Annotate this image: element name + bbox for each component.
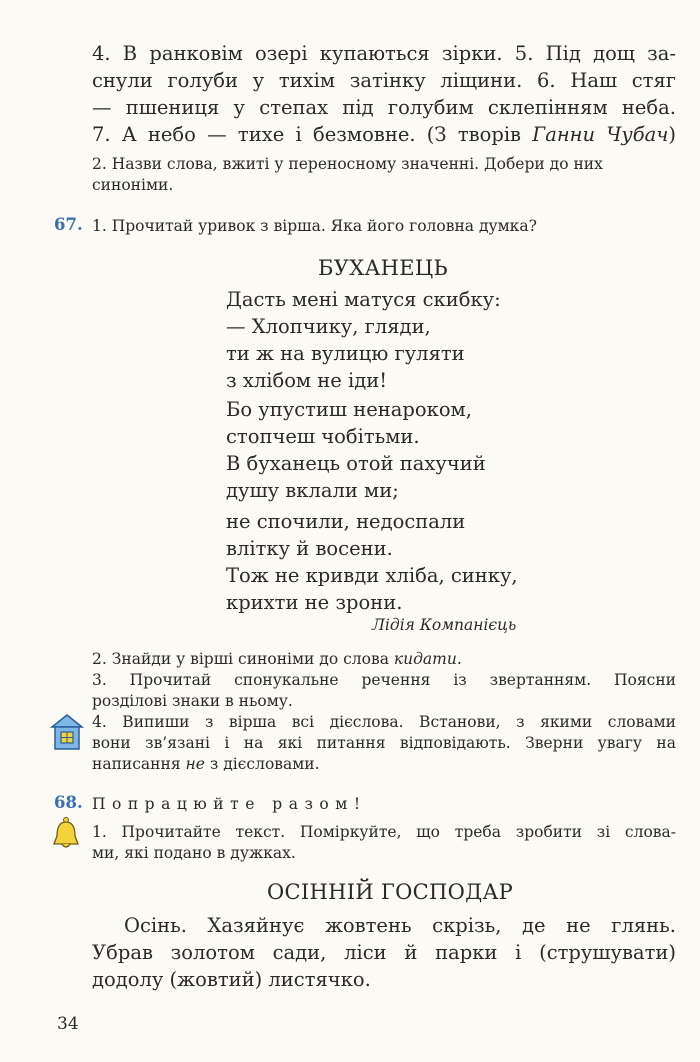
top-line-4-author: Ганни Чубач (532, 123, 669, 146)
task-4-line-3 (92, 754, 676, 775)
task-4-line-3-word: не (185, 755, 205, 773)
stanza-1-line-2: — Хлопчику, гляди, (226, 315, 431, 338)
task-2-suffix: . (456, 650, 462, 668)
task-synonyms-line-1: 2. Назви слова, вжиті у переносному значенні. Добери до них (92, 155, 603, 173)
top-line-4-suffix: ) (668, 123, 676, 146)
task-68-1-line-2: ми, які подано в дужках. (92, 844, 296, 862)
stanza-3-line-3: Тож не кривди хліба, синку, (226, 564, 518, 587)
top-line-4 (92, 121, 676, 148)
text-title: ОСІННІЙ ГОСПОДАР (267, 880, 514, 904)
top-line-3: — пшениця у степах під голубим склепінням неба. (92, 96, 676, 119)
stanza-2-line-3: В буханець отой пахучий (226, 452, 486, 475)
task-2-prefix: 2. Знайди у вірші синоніми до слова (92, 650, 394, 668)
task-2 (92, 649, 676, 670)
stanza-3-line-4: крихти не зрони. (226, 591, 403, 614)
text-line-3: додолу (жовтий) листячко. (92, 968, 371, 991)
bell-icon (50, 816, 82, 852)
top-paragraph (92, 40, 676, 148)
task-3-line-2: розділові знаки в ньому. (92, 692, 293, 710)
text-line-2: Убрав золотом сади, ліси й парки і (струшувати) (92, 941, 676, 964)
exercise-67-tasks (92, 649, 676, 775)
stanza-1-line-1: Дасть мені матуся скибку: (226, 288, 501, 311)
page-number: 34 (57, 1014, 79, 1034)
task-2-word: кидати (393, 650, 457, 668)
stanza-2-line-2: стопчеш чобітьми. (226, 425, 420, 448)
poem-author: Лідія Компанієць (372, 616, 517, 634)
house-icon (50, 713, 84, 753)
text-line-1: Осінь. Хазяйнує жовтень скрізь, де не глянь. (124, 914, 676, 937)
top-line-4-prefix: 7. А небо — тихе і безмовне. (З творів (92, 123, 533, 146)
top-line-1: 4. В ранковім озері купаються зірки. 5. Під дощ за- (92, 42, 676, 65)
task-synonyms-line-2: синоніми. (92, 176, 174, 194)
stanza-1-line-4: з хлібом не іди! (226, 369, 388, 392)
task-4-line-1: 4. Випиши з вірша всі дієслова. Встанови, з якими словами (92, 713, 676, 731)
stanza-2-line-1: Бо упустиш ненароком, (226, 398, 472, 421)
exercise-68-task-1 (92, 822, 676, 864)
stanza-2-line-4: душу вклали ми; (226, 479, 399, 502)
poem-title: БУХАНЕЦЬ (318, 256, 448, 280)
poem-stanza-1 (226, 286, 501, 394)
stanza-3-line-1: не спочили, недоспали (226, 510, 466, 533)
task-synonyms (92, 154, 676, 196)
exercise-67-instruction-text: 1. Прочитай уривок з вірша. Яка його головна думка? (92, 217, 537, 235)
poem-stanza-3 (226, 508, 518, 616)
exercise-67-instruction (92, 216, 676, 237)
task-4-line-3-prefix: написання (92, 755, 186, 773)
task-4-line-3-suffix: з дієсловами. (204, 755, 320, 773)
top-line-2: снули голуби у тихім затінку ліщини. 6. Наш стяг (92, 69, 676, 92)
exercise-67-number: 67. (54, 215, 83, 234)
stanza-1-line-3: ти ж на вулицю гуляти (226, 342, 465, 365)
stanza-3-line-2: влітку й восени. (226, 537, 393, 560)
exercise-68-number: 68. (54, 793, 83, 812)
task-68-1-line-1: 1. Прочитайте текст. Поміркуйте, що треба зробити зі слова- (92, 823, 676, 841)
task-3-line-1: 3. Прочитай спонукальне речення із звертанням. Поясни (92, 671, 676, 689)
task-4-line-2: вони зв’язані і на які питання відповідають. Зверни увагу на (92, 734, 676, 752)
exercise-68-text (92, 912, 676, 993)
poem-stanza-2 (226, 396, 486, 504)
exercise-68-heading: Попрацюйте разом! (92, 795, 367, 813)
